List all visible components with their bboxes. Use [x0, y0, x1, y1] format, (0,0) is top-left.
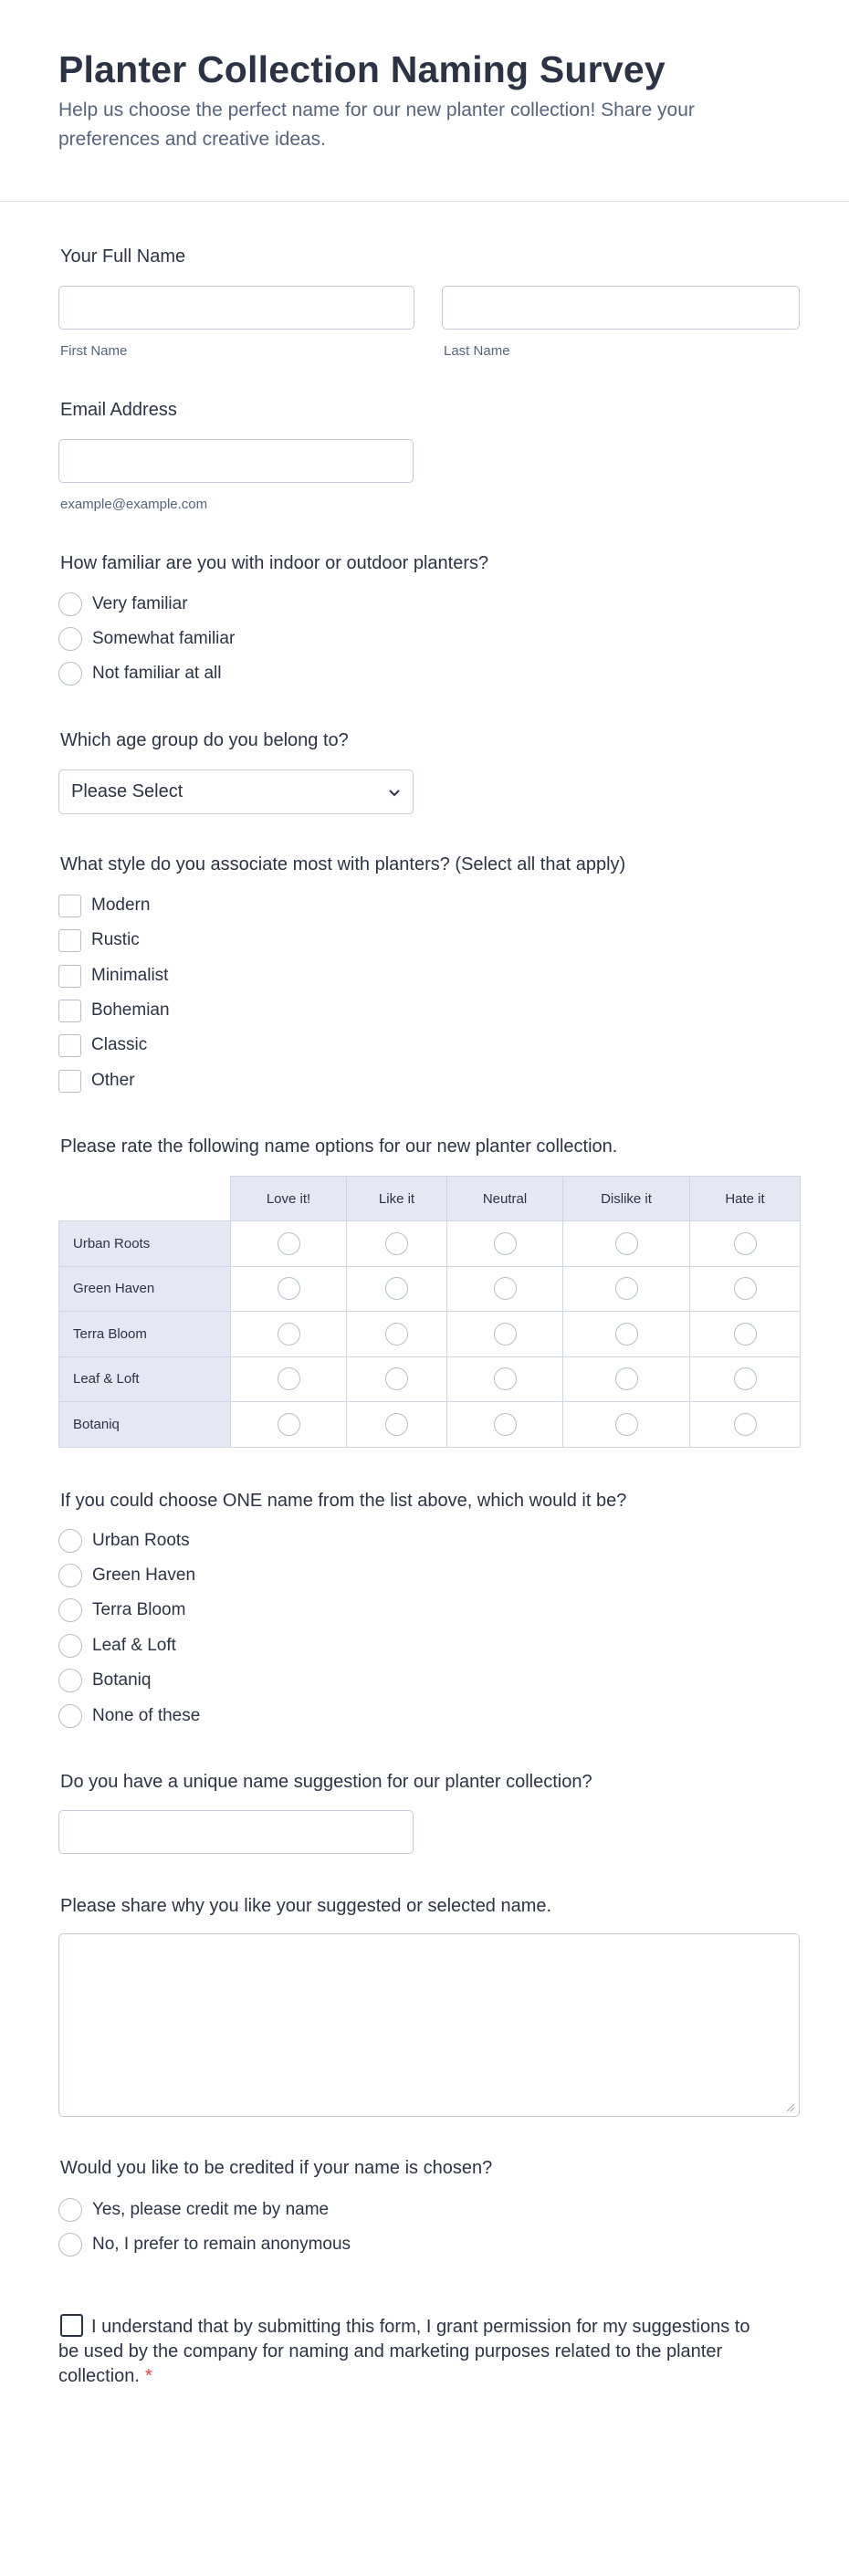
radio-button[interactable] [278, 1323, 300, 1346]
radio-button[interactable] [494, 1277, 517, 1300]
chevron-down-icon [387, 785, 402, 800]
radio-button[interactable] [385, 1413, 408, 1436]
radio-button[interactable] [385, 1367, 408, 1390]
credit-option[interactable] [58, 2197, 329, 2223]
style-option[interactable] [58, 1068, 135, 1094]
matrix-row [59, 1312, 801, 1357]
option-label: Rustic [91, 930, 140, 949]
choice-option[interactable] [58, 1563, 195, 1588]
option-label: Other [91, 1071, 135, 1090]
matrix-row-label: Green Haven [59, 1266, 231, 1312]
radio-button[interactable] [58, 592, 82, 616]
matrix-column-header: Like it [347, 1177, 447, 1221]
age-group-label: Which age group do you belong to? [60, 730, 349, 750]
familiarity-option[interactable] [58, 592, 188, 617]
email-input[interactable] [58, 439, 414, 483]
last-name-input[interactable] [442, 286, 800, 330]
option-label: Green Haven [92, 1565, 196, 1585]
radio-button[interactable] [278, 1232, 300, 1255]
radio-button[interactable] [615, 1232, 638, 1255]
radio-button[interactable] [58, 662, 82, 686]
style-option[interactable] [58, 927, 140, 953]
form-header [58, 46, 752, 154]
first-name-sublabel: First Name [60, 343, 128, 359]
suggestion-input[interactable] [58, 1810, 414, 1854]
radio-button[interactable] [58, 1598, 82, 1622]
option-label: Urban Roots [92, 1531, 190, 1550]
radio-button[interactable] [278, 1367, 300, 1390]
credit-label: Would you like to be credited if your name is chosen? [60, 2158, 493, 2178]
option-label: Bohemian [91, 1000, 170, 1020]
suggestion-label: Do you have a unique name suggestion for our planter collection? [60, 1772, 592, 1792]
matrix-cell[interactable] [347, 1221, 447, 1267]
style-option[interactable] [58, 963, 168, 989]
choice-option[interactable] [58, 1597, 185, 1623]
matrix-column-header: Love it! [231, 1177, 347, 1221]
style-option[interactable] [58, 998, 170, 1023]
rating-label: Please rate the following name options for our new planter collection. [60, 1136, 618, 1157]
last-name-sublabel: Last Name [444, 343, 510, 359]
matrix-corner [59, 1177, 231, 1221]
option-label: None of these [92, 1706, 201, 1725]
matrix-cell[interactable] [690, 1266, 801, 1312]
radio-button[interactable] [385, 1232, 408, 1255]
radio-button[interactable] [615, 1367, 638, 1390]
consent-text: I understand that by submitting this form, I grant permission for my suggestions to be used by the company for naming and marketing purposes related to the planter collection. [58, 2317, 750, 2386]
email-label: Email Address [60, 400, 177, 420]
choice-label: If you could choose ONE name from the list above, which would it be? [60, 1491, 627, 1511]
matrix-row [59, 1221, 801, 1267]
resize-handle-icon[interactable] [786, 2103, 795, 2112]
radio-button[interactable] [58, 1669, 82, 1692]
matrix-cell[interactable] [690, 1312, 801, 1357]
radio-button[interactable] [278, 1277, 300, 1300]
checkbox[interactable] [58, 1000, 81, 1022]
matrix-cell[interactable] [690, 1402, 801, 1448]
matrix-column-header: Neutral [447, 1177, 563, 1221]
option-label: Not familiar at all [92, 664, 222, 683]
first-name-input[interactable] [58, 286, 414, 330]
checkbox[interactable] [58, 1070, 81, 1093]
option-label: No, I prefer to remain anonymous [92, 2235, 351, 2254]
radio-button[interactable] [385, 1277, 408, 1300]
matrix-cell[interactable] [347, 1266, 447, 1312]
radio-button[interactable] [494, 1413, 517, 1436]
matrix-cell[interactable] [231, 1402, 347, 1448]
radio-button[interactable] [734, 1232, 757, 1255]
matrix-cell[interactable] [447, 1356, 563, 1402]
checkbox[interactable] [58, 965, 81, 988]
option-label: Yes, please credit me by name [92, 2200, 330, 2219]
radio-button[interactable] [58, 1564, 82, 1587]
matrix-cell[interactable] [690, 1221, 801, 1267]
familiarity-label: How familiar are you with indoor or outdoor planters? [60, 553, 489, 573]
radio-button[interactable] [494, 1323, 517, 1346]
email-sublabel: example@example.com [60, 497, 208, 512]
full-name-label: Your Full Name [60, 246, 186, 267]
header-divider [0, 201, 849, 202]
matrix-row [59, 1402, 801, 1448]
option-label: Leaf & Loft [92, 1636, 176, 1655]
age-group-select[interactable] [58, 770, 414, 814]
radio-button[interactable] [734, 1367, 757, 1390]
matrix-cell[interactable] [563, 1312, 690, 1357]
matrix-row [59, 1356, 801, 1402]
matrix-cell[interactable] [447, 1402, 563, 1448]
radio-button[interactable] [734, 1277, 757, 1300]
matrix-row-label: Leaf & Loft [59, 1356, 231, 1402]
radio-button[interactable] [734, 1413, 757, 1436]
consent-checkbox[interactable] [60, 2314, 83, 2337]
radio-button[interactable] [58, 1704, 82, 1728]
option-label: Classic [91, 1035, 148, 1054]
checkbox[interactable] [58, 895, 81, 917]
option-label: Very familiar [92, 594, 188, 613]
familiarity-option[interactable] [58, 626, 235, 652]
radio-button[interactable] [58, 2233, 82, 2257]
option-label: Minimalist [91, 966, 169, 985]
matrix-cell[interactable] [231, 1221, 347, 1267]
radio-button[interactable] [494, 1367, 517, 1390]
option-label: Terra Bloom [92, 1600, 186, 1619]
required-mark: * [144, 2366, 152, 2386]
matrix-row [59, 1266, 801, 1312]
choice-option[interactable] [58, 1528, 190, 1554]
matrix-cell[interactable] [347, 1312, 447, 1357]
credit-option[interactable] [58, 2232, 351, 2257]
matrix-cell[interactable] [563, 1266, 690, 1312]
matrix-header-row [59, 1177, 801, 1221]
style-option[interactable] [58, 893, 150, 918]
option-label: Modern [91, 895, 151, 915]
radio-button[interactable] [278, 1413, 300, 1436]
matrix-cell[interactable] [690, 1356, 801, 1402]
matrix-cell[interactable] [347, 1402, 447, 1448]
radio-button[interactable] [494, 1232, 517, 1255]
select-value: Please Select [71, 781, 183, 801]
matrix-cell[interactable] [563, 1402, 690, 1448]
choice-option[interactable] [58, 1703, 200, 1729]
matrix-column-header: Hate it [690, 1177, 801, 1221]
matrix-cell[interactable] [563, 1356, 690, 1402]
radio-button[interactable] [58, 1529, 82, 1553]
matrix-cell[interactable] [231, 1312, 347, 1357]
rating-matrix [58, 1176, 801, 1448]
reason-textarea[interactable] [58, 1933, 800, 2117]
familiarity-option[interactable] [58, 661, 222, 686]
style-option[interactable] [58, 1032, 147, 1058]
radio-button[interactable] [58, 2198, 82, 2222]
matrix-row-label: Terra Bloom [59, 1312, 231, 1357]
checkbox[interactable] [58, 929, 81, 952]
radio-button[interactable] [58, 627, 82, 651]
radio-button[interactable] [734, 1323, 757, 1346]
choice-option[interactable] [58, 1633, 176, 1659]
radio-button[interactable] [58, 1634, 82, 1658]
radio-button[interactable] [615, 1413, 638, 1436]
choice-option[interactable] [58, 1668, 151, 1693]
style-label: What style do you associate most with planters? (Select all that apply) [60, 854, 626, 874]
matrix-cell[interactable] [231, 1356, 347, 1402]
radio-button[interactable] [615, 1323, 638, 1346]
matrix-cell[interactable] [231, 1266, 347, 1312]
radio-button[interactable] [615, 1277, 638, 1300]
matrix-column-header: Dislike it [563, 1177, 690, 1221]
reason-label: Please share why you like your suggested or selected name. [60, 1896, 552, 1916]
option-label: Somewhat familiar [92, 629, 236, 648]
consent-statement [58, 2314, 752, 2389]
matrix-cell[interactable] [347, 1356, 447, 1402]
matrix-cell[interactable] [563, 1221, 690, 1267]
radio-button[interactable] [385, 1323, 408, 1346]
page-title: Planter Collection Naming Survey [58, 48, 666, 90]
option-label: Botaniq [92, 1670, 152, 1690]
matrix-row-label: Urban Roots [59, 1221, 231, 1267]
matrix-row-label: Botaniq [59, 1402, 231, 1448]
matrix-cell[interactable] [447, 1221, 563, 1267]
checkbox[interactable] [58, 1034, 81, 1057]
matrix-cell[interactable] [447, 1312, 563, 1357]
matrix-cell[interactable] [447, 1266, 563, 1312]
page-subtitle: Help us choose the perfect name for our new planter collection! Share your preferences and creative ideas. [58, 99, 695, 150]
